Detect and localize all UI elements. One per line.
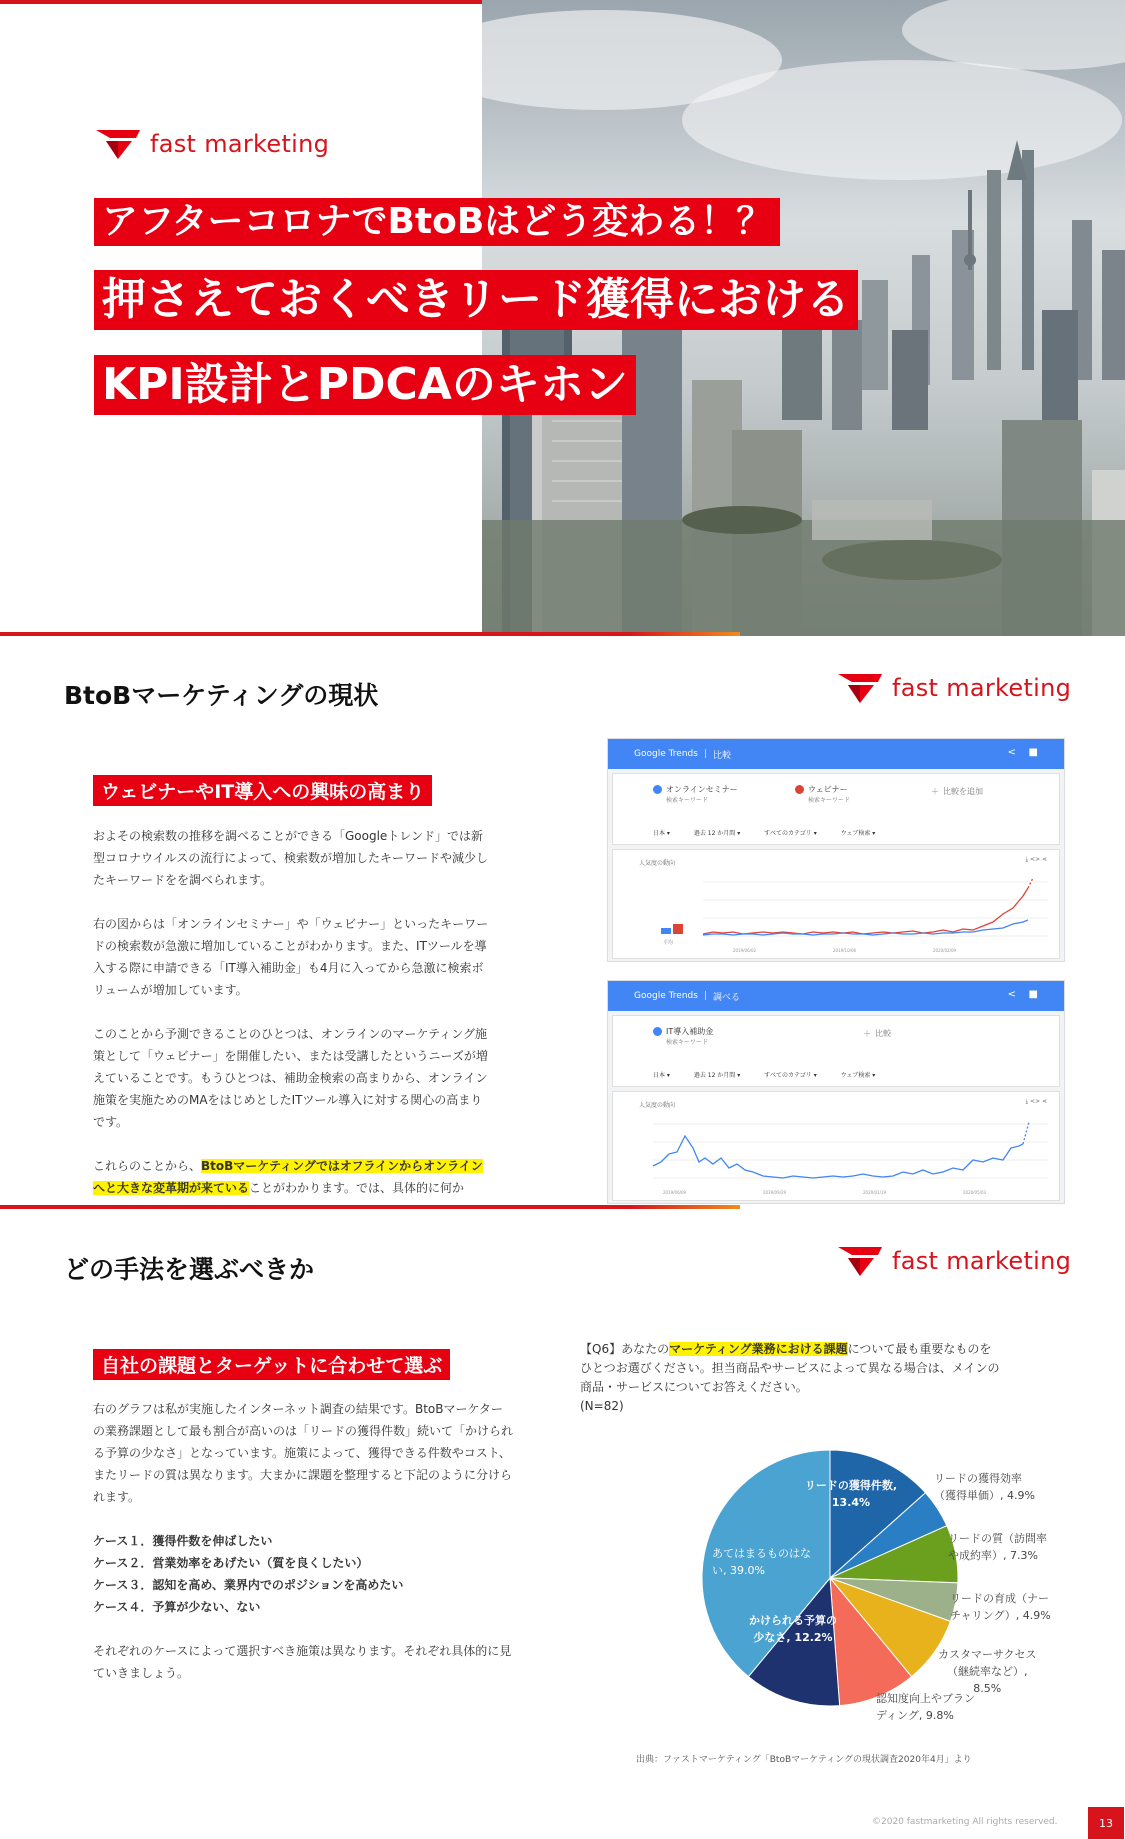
page1-p4-post: ことがわかります。では、具体的に何か xyxy=(249,1181,465,1195)
cover-top-accent-line xyxy=(0,0,482,4)
cover-title-line-2: 押さえておくべきリード獲得における xyxy=(94,270,858,330)
cover-title-line-1: アフターコロナでBtoBはどう変わる！？ xyxy=(94,198,780,246)
fast-marketing-logo-icon xyxy=(838,672,882,704)
page2-cases xyxy=(93,1530,513,1618)
pie-label-s1-line1: リードの獲得効率 xyxy=(934,1472,1022,1485)
page1-title: BtoBマーケティングの現状 xyxy=(64,681,379,710)
case-3: ケース３．認知を高め、業界内でのポジションを高めたい xyxy=(93,1578,404,1592)
pie-label-s0-line2: 13.4% xyxy=(831,1496,871,1509)
page2-paragraph: 右のグラフは私が実施したインターネット調査の結果です。BtoBマーケターの業務課題として最も割合が高いのは「リードの獲得件数」続いて「かけられる予算の少なさ」となっています。施策によって、獲得できる件数やコスト、またリードの質は異なります。大まかに課題を整理すると下記のように分けられます。 xyxy=(93,1402,514,1504)
pie-label-s3 xyxy=(950,1590,1051,1624)
trends-chart-1 xyxy=(633,872,1053,956)
term1-sub: 検索キーワード xyxy=(666,1039,709,1046)
feedback-icon: ■ xyxy=(1028,747,1038,758)
page1-logo xyxy=(838,672,1071,704)
question-pre: 【Q6】あなたの xyxy=(580,1342,670,1356)
logo-text: fast marketing xyxy=(150,130,330,158)
pie-label-s1-line2: （獲得単価）, 4.9% xyxy=(934,1489,1035,1502)
feedback-icon: ■ xyxy=(1028,989,1038,1000)
term1-sub: 検索キーワード xyxy=(666,797,709,804)
pie-label-s7 xyxy=(712,1545,822,1579)
page1-section-heading: ウェビナーやIT導入への興味の高まり xyxy=(93,775,432,806)
trends-add-compare[interactable]: ＋ 比較を追加 xyxy=(931,787,983,796)
term1-label: IT導入補助金 xyxy=(666,1027,714,1036)
avg-bar-term1 xyxy=(661,928,671,934)
case-4: ケース４．予算が少ない、ない xyxy=(93,1600,261,1614)
footer-copyright: ©2020 fastmarketing All rights reserved. xyxy=(872,1817,1058,1827)
pie-label-s4-line1: カスタマーサクセス xyxy=(938,1648,1037,1661)
page1-p4-pre: これらのことから、 xyxy=(93,1159,202,1173)
series-term2-line xyxy=(703,888,1028,934)
trends-term-1 xyxy=(653,1026,713,1046)
google-trends-screenshot-1 xyxy=(607,738,1065,962)
pie-label-s3-line2: チャリング）, 4.9% xyxy=(950,1609,1051,1622)
page1-highlight: BtoBマーケティングではオフラインからオンラインへと大きな変革期が来ている xyxy=(93,1159,483,1195)
add-compare-label: 比較を追加 xyxy=(943,787,983,796)
filter-search-type[interactable]: ウェブ検索 ▾ xyxy=(840,830,876,837)
svg-text:2019/09/29: 2019/09/29 xyxy=(763,1190,787,1195)
term1-color-dot-icon xyxy=(653,1027,662,1036)
filter-region[interactable]: 日本 ▾ xyxy=(653,1072,670,1079)
page2-closing: それぞれのケースによって選択すべき施策は異なります。それぞれ具体的に見ていきましょう。 xyxy=(93,1644,512,1680)
term1-label: オンラインセミナー xyxy=(666,785,738,794)
pie-label-s6 xyxy=(738,1612,848,1646)
trends-breadcrumb: 比較 xyxy=(712,750,731,761)
case-2: ケース２．営業効率をあげたい（質を良くしたい） xyxy=(93,1556,369,1570)
page2-logo xyxy=(838,1245,1071,1277)
pie-label-s4-line3: 8.5% xyxy=(973,1682,1002,1695)
trends-filters xyxy=(653,1070,897,1079)
trends-term-2 xyxy=(795,784,850,804)
trends-add-compare[interactable]: ＋ 比較 xyxy=(863,1029,891,1038)
trends-breadcrumb: 調べる xyxy=(712,992,740,1003)
filter-period[interactable]: 過去 12 か月間 ▾ xyxy=(693,1072,741,1079)
filter-category[interactable]: すべてのカテゴリ ▾ xyxy=(764,1072,817,1079)
filter-region[interactable]: 日本 ▾ xyxy=(653,830,670,837)
fast-marketing-logo-icon xyxy=(96,128,140,160)
share-icon: < xyxy=(1007,747,1016,758)
add-compare-label: 比較 xyxy=(875,1029,891,1038)
page1-paragraph-4 xyxy=(93,1155,493,1199)
svg-text:2019/10/06: 2019/10/06 xyxy=(833,948,857,953)
trends-app-name: Google Trends xyxy=(634,991,698,1001)
filter-category[interactable]: すべてのカテゴリ ▾ xyxy=(764,830,817,837)
term2-color-dot-icon xyxy=(795,785,804,794)
question-highlight: マーケティング業務における課題 xyxy=(669,1342,848,1356)
logo-text: fast marketing xyxy=(892,674,1072,702)
trends-header-bar: Google Trends | 調べる < ■ xyxy=(608,981,1064,1011)
trends-term-1 xyxy=(653,784,738,804)
share-icon: < xyxy=(1007,989,1016,1000)
avg-label: 平均 xyxy=(663,940,674,946)
avg-bar-term2 xyxy=(673,924,683,934)
pie-label-s6-line2: 少なさ, 12.2% xyxy=(753,1631,833,1644)
chart-source: 出典：ファストマーケティング「BtoBマーケティングの現状調査2020年4月」より xyxy=(636,1755,972,1765)
page-number: 13 xyxy=(1088,1807,1124,1839)
trends-chart-card xyxy=(612,1091,1060,1201)
trends-filters xyxy=(653,828,897,837)
pie-label-s4-line2: （継続率など）, xyxy=(947,1665,1028,1678)
svg-text:2020/02/09: 2020/02/09 xyxy=(933,948,957,953)
trends-chart-title: 人気度の動向 xyxy=(639,860,676,867)
pie-label-s7-line2: い, 39.0% xyxy=(712,1564,765,1577)
svg-text:2020/01/19: 2020/01/19 xyxy=(863,1190,887,1195)
svg-text:2019/06/09: 2019/06/09 xyxy=(663,1190,687,1195)
pie-label-s6-line1: かけられる予算の xyxy=(749,1614,837,1627)
survey-n: (N=82) xyxy=(580,1399,624,1413)
pie-label-s2-line2: や成約率）, 7.3% xyxy=(948,1549,1038,1562)
page-separator xyxy=(0,1205,740,1209)
pie-label-s2 xyxy=(948,1530,1047,1564)
filter-search-type[interactable]: ウェブ検索 ▾ xyxy=(840,1072,876,1079)
pie-label-s5-line1: 認知度向上やブラン xyxy=(876,1692,975,1705)
pie-label-s1 xyxy=(934,1470,1035,1504)
trends-terms-card xyxy=(612,1015,1060,1087)
page1-body xyxy=(93,825,493,1200)
filter-period[interactable]: 過去 12 か月間 ▾ xyxy=(693,830,741,837)
fast-marketing-logo-icon xyxy=(838,1245,882,1277)
trends-chart-tools-icon: ⤓ <> ⋖ xyxy=(1025,1098,1047,1105)
cover-section xyxy=(0,0,1125,636)
google-trends-screenshot-2 xyxy=(607,980,1065,1204)
case-1: ケース１．獲得件数を伸ばしたい xyxy=(93,1534,273,1548)
cover-bottom-accent-line xyxy=(0,632,740,636)
term2-label: ウェビナー xyxy=(808,785,848,794)
pie-label-s0-line1: リードの獲得件数, xyxy=(804,1479,898,1492)
page2-body xyxy=(93,1398,513,1706)
pie-label-s7-line1: あてはまるものはな xyxy=(712,1547,811,1560)
page1-paragraph-3: このことから予測できることのひとつは、オンラインのマーケティング施策として「ウェビナー」を開催したい、または受講したというニーズが増えていることです。もうひとつは、補助金検索の高まりから、オンライン施策を実施ためのMAをはじめとしたITツール導入に対する関心の高まりです。 xyxy=(93,1027,488,1129)
page2-section-heading: 自社の課題とターゲットに合わせて選ぶ xyxy=(93,1349,450,1380)
svg-text:2020/05/03: 2020/05/03 xyxy=(963,1190,987,1195)
pie-label-s3-line1: リードの育成（ナー xyxy=(950,1592,1049,1605)
trends-chart-title: 人気度の動向 xyxy=(639,1102,676,1109)
cover-logo xyxy=(96,128,329,160)
svg-text:2019/06/02: 2019/06/02 xyxy=(733,948,757,953)
pie-label-s5 xyxy=(876,1690,975,1724)
trends-app-name: Google Trends xyxy=(634,749,698,759)
page1-paragraph-2: 右の図からは「オンラインセミナー」や「ウェビナー」といったキーワードの検索数が急激に増加していることがわかります。また、ITツールを導入する際に申請できる「IT導入補助金」も4月に入ってから急激に検索ボリュームが増加しています。 xyxy=(93,917,489,997)
page2-title: どの手法を選ぶべきか xyxy=(64,1255,315,1284)
survey-question xyxy=(580,1340,1000,1416)
logo-text: fast marketing xyxy=(892,1247,1072,1275)
pie-label-s5-line2: ディング, 9.8% xyxy=(876,1709,954,1722)
pie-label-s2-line1: リードの質（訪問率 xyxy=(948,1532,1047,1545)
question-post: について最も重要なものをひとつお選びください。担当商品やサービスによって異なる場合は、メインの商品・サービスについてお答えください。 xyxy=(580,1342,1000,1394)
trends-chart-card xyxy=(612,849,1060,959)
trends-chart-2 xyxy=(633,1114,1053,1198)
trends-chart-tools-icon: ⤓ <> ⋖ xyxy=(1025,856,1047,863)
cover-title-line-3: KPI設計とPDCAのキホン xyxy=(94,355,636,415)
term1-color-dot-icon xyxy=(653,785,662,794)
pie-label-s0 xyxy=(796,1477,906,1511)
page1-paragraph-1: およその検索数の推移を調べることができる「Googleトレンド」では新型コロナウイルスの流行によって、検索数が増加したキーワードや減少したキーワードをを調べられます。 xyxy=(93,829,489,887)
trends-header-bar: Google Trends | 比較 < ■ xyxy=(608,739,1064,769)
term2-sub: 検索キーワード xyxy=(808,797,851,804)
trends-terms-card xyxy=(612,773,1060,845)
